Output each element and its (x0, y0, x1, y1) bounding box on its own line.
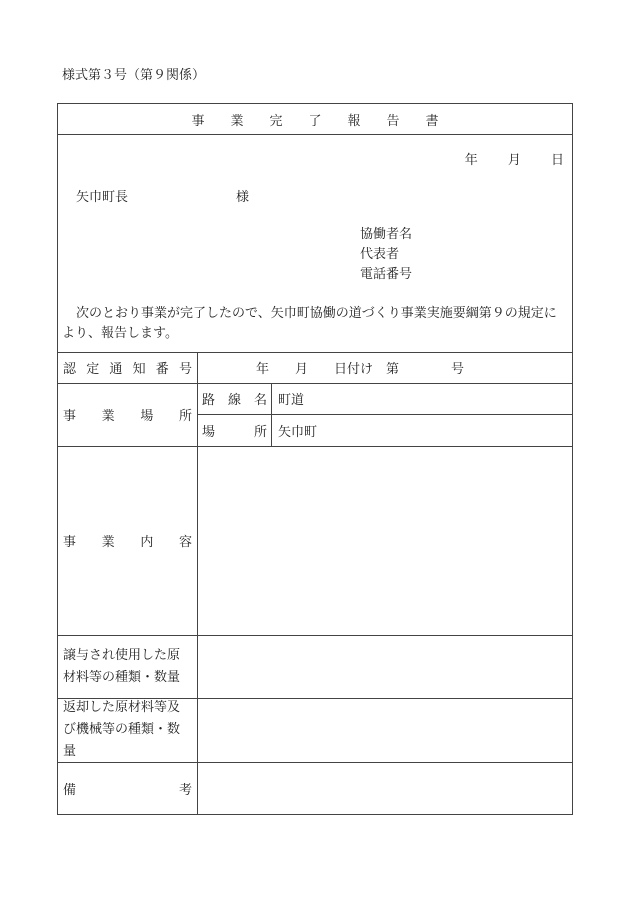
applicant-name-label: 協働者名 (360, 227, 413, 242)
materials-used-label: 譲与され使用した原材料等の種類・数量 (63, 647, 181, 685)
materials-used-value[interactable] (198, 635, 572, 698)
addressee: 矢巾町長 (76, 190, 129, 205)
site-label: 事 業 場 所 (63, 409, 192, 424)
cert-label: 認 定 通 知 番 号 (63, 362, 192, 377)
route-value: 町道 (278, 393, 305, 408)
returned-row (58, 698, 572, 763)
place-subrow (198, 415, 572, 446)
form-number: 様式第３号（第９関係） (62, 68, 206, 83)
statement: 次のとおり事業が完了したので、矢巾町協働の道づくり事業実施要綱第９の規定により、報告します。 (62, 306, 557, 341)
header-section (58, 134, 572, 353)
content-label: 事 業 内 容 (63, 535, 192, 550)
returned-label-cell (58, 698, 198, 762)
route-label: 路 線 名 (202, 393, 267, 408)
remarks-value[interactable] (198, 762, 572, 814)
returned-label: 返却した原材料等及び機械等の種類・数量 (63, 700, 181, 759)
site-row (58, 383, 572, 447)
returned-value[interactable] (198, 698, 572, 762)
route-subrow (198, 383, 572, 415)
content-label-cell (58, 446, 198, 635)
content-value[interactable] (198, 446, 572, 635)
representative-label: 代表者 (360, 247, 400, 262)
place-label-cell (198, 415, 272, 446)
phone-label: 電話番号 (360, 267, 413, 282)
site-label-cell (58, 383, 198, 446)
report-form (57, 103, 573, 815)
place-value: 矢巾町 (278, 425, 318, 440)
cert-row (58, 352, 572, 384)
place-label: 場 所 (202, 425, 267, 440)
title-row (58, 104, 572, 135)
remarks-row (58, 762, 572, 814)
cert-value: 年 月 日付け 第 号 (256, 362, 465, 377)
route-label-cell (198, 383, 272, 414)
applicant-block (360, 225, 412, 285)
materials-used-label-cell (58, 635, 198, 698)
remarks-label: 備 考 (63, 782, 192, 798)
remarks-label-cell (58, 762, 198, 814)
honorific: 様 (236, 190, 250, 205)
content-row (58, 446, 572, 636)
materials-used-row (58, 635, 572, 699)
date-line: 年 月 日 (464, 153, 564, 168)
form-title: 事業完了報告書 (191, 113, 465, 129)
cert-label-cell (58, 352, 198, 383)
